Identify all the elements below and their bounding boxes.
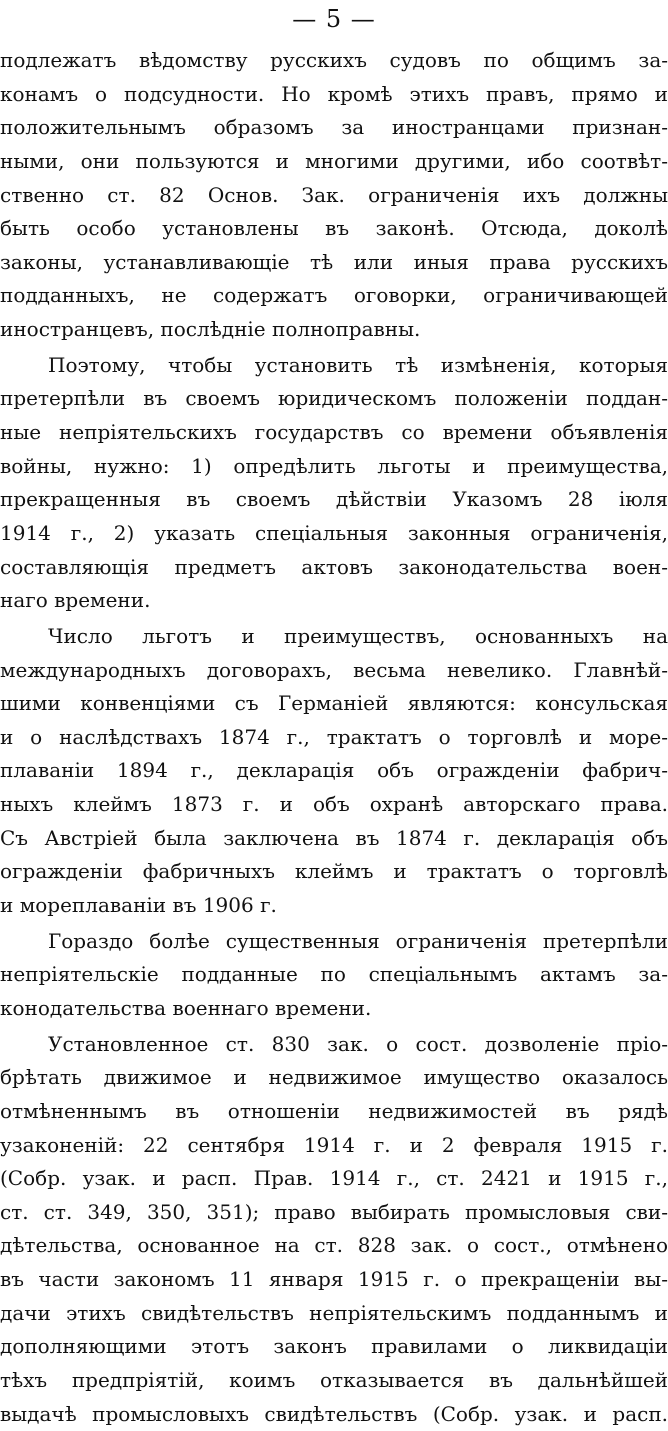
text-line: международныхъ договорахъ, весьма невелико. Главнѣй- [0,657,668,682]
text-line: быть особо установлены въ законѣ. Отсюда, доколѣ [0,216,668,241]
text-line: плаваніи 1894 г., декларація объ огражденіи фабрич- [0,758,668,783]
text-line: въ части закономъ 11 января 1915 г. о прекращеніи вы- [0,1267,668,1292]
text-line: иностранцевъ, послѣдніе полноправны. [0,317,421,342]
text-line: (Собр. узак. и расп. Прав. 1914 г., ст. 2421 и 1915 г., [0,1166,668,1191]
paragraph-5 [0,1028,668,1431]
text-line: тѣхъ предпріятій, коимъ отказывается въ дальнѣйшей [0,1367,668,1392]
page-number: — 5 — [292,5,376,33]
text-line: конодательства военнаго времени. [0,995,372,1020]
text-line: ные непріятельскихъ государствъ со времени объявленія [0,420,668,445]
text-line: брѣтать движимое и недвижимое имущество оказалось [0,1065,668,1090]
text-line: ственно ст. 82 Основ. Зак. ограниченія ихъ должны [0,182,668,207]
text-line: выдачѣ промысловыхъ свидѣтельствъ (Собр. узак. и расп. [0,1401,668,1426]
text-line: отмѣненнымъ въ отношеніи недвижимостей въ рядѣ [0,1098,668,1123]
paragraph-4 [0,925,668,1026]
body-text [0,44,668,1431]
text-line: подлежатъ вѣдомству русскихъ судовъ по общимъ за- [0,48,668,72]
text-line: ными, они пользуются и многими другими, ибо соотвѣт- [0,148,668,173]
text-line: узаконеній: 22 сентября 1914 г. и 2 февраля 1915 г. [0,1132,668,1157]
text-line: составляющія предметъ актовъ законодательства воен- [0,554,668,579]
text-line: законы, устанавливающіе тѣ или иныя права русскихъ [0,249,668,274]
text-line: 1914 г., 2) указать спеціальныя законныя ограниченія, [0,520,668,545]
text-line: дачи этихъ свидѣтельствъ непріятельскимъ подданнымъ и [0,1300,668,1325]
text-line: Установленное ст. 830 зак. о сост. дозволеніе пріо- [48,1031,668,1056]
text-line: Съ Австріей была заключена въ 1874 г. декларація объ [0,825,668,850]
text-line: ныхъ клеймъ 1873 г. и объ охранѣ авторскаго права. [0,792,668,817]
text-line: наго времени. [0,588,151,613]
text-line: Поэтому, чтобы установить тѣ измѣненія, которыя [48,352,668,377]
text-line: ст. ст. 349, 350, 351); право выбирать промысловыя сви- [0,1199,668,1224]
text-line: шими конвенціями съ Германіей являются: консульская [0,691,668,716]
text-line: дѣтельства, основанное на ст. 828 зак. о сост., отмѣнено [0,1233,668,1258]
text-line: положительнымъ образомъ за иностранцами признан- [0,115,668,140]
text-line: и о наслѣдствахъ 1874 г., трактатъ о торговлѣ и море- [0,724,668,749]
paragraph-2 [0,349,668,618]
text-line: огражденіи фабричныхъ клеймъ и трактатъ о торговлѣ [0,859,668,884]
text-line: непріятельскіе подданные по спеціальнымъ актамъ за- [0,962,668,987]
paragraph-1 [0,44,668,347]
text-line: дополняющими этотъ законъ правилами о ликвидаціи [0,1334,668,1359]
paragraph-3 [0,620,668,923]
text-line: конамъ о подсудности. Но кромѣ этихъ правъ, прямо и [0,81,668,106]
text-line: Число льготъ и преимуществъ, основанныхъ на [48,623,668,648]
text-line: Гораздо болѣе существенныя ограниченія претерпѣли [48,928,668,953]
text-line: подданныхъ, не содержатъ оговорки, ограничивающей [0,283,668,308]
text-line: войны, нужно: 1) опредѣлить льготы и преимущества, [0,453,668,478]
text-line: претерпѣли въ своемъ юридическомъ положеніи поддан- [0,386,668,411]
text-line: прекращенныя въ своемъ дѣйствіи Указомъ 28 іюля [0,487,668,512]
text-line: и мореплаваніи въ 1906 г. [0,893,277,918]
